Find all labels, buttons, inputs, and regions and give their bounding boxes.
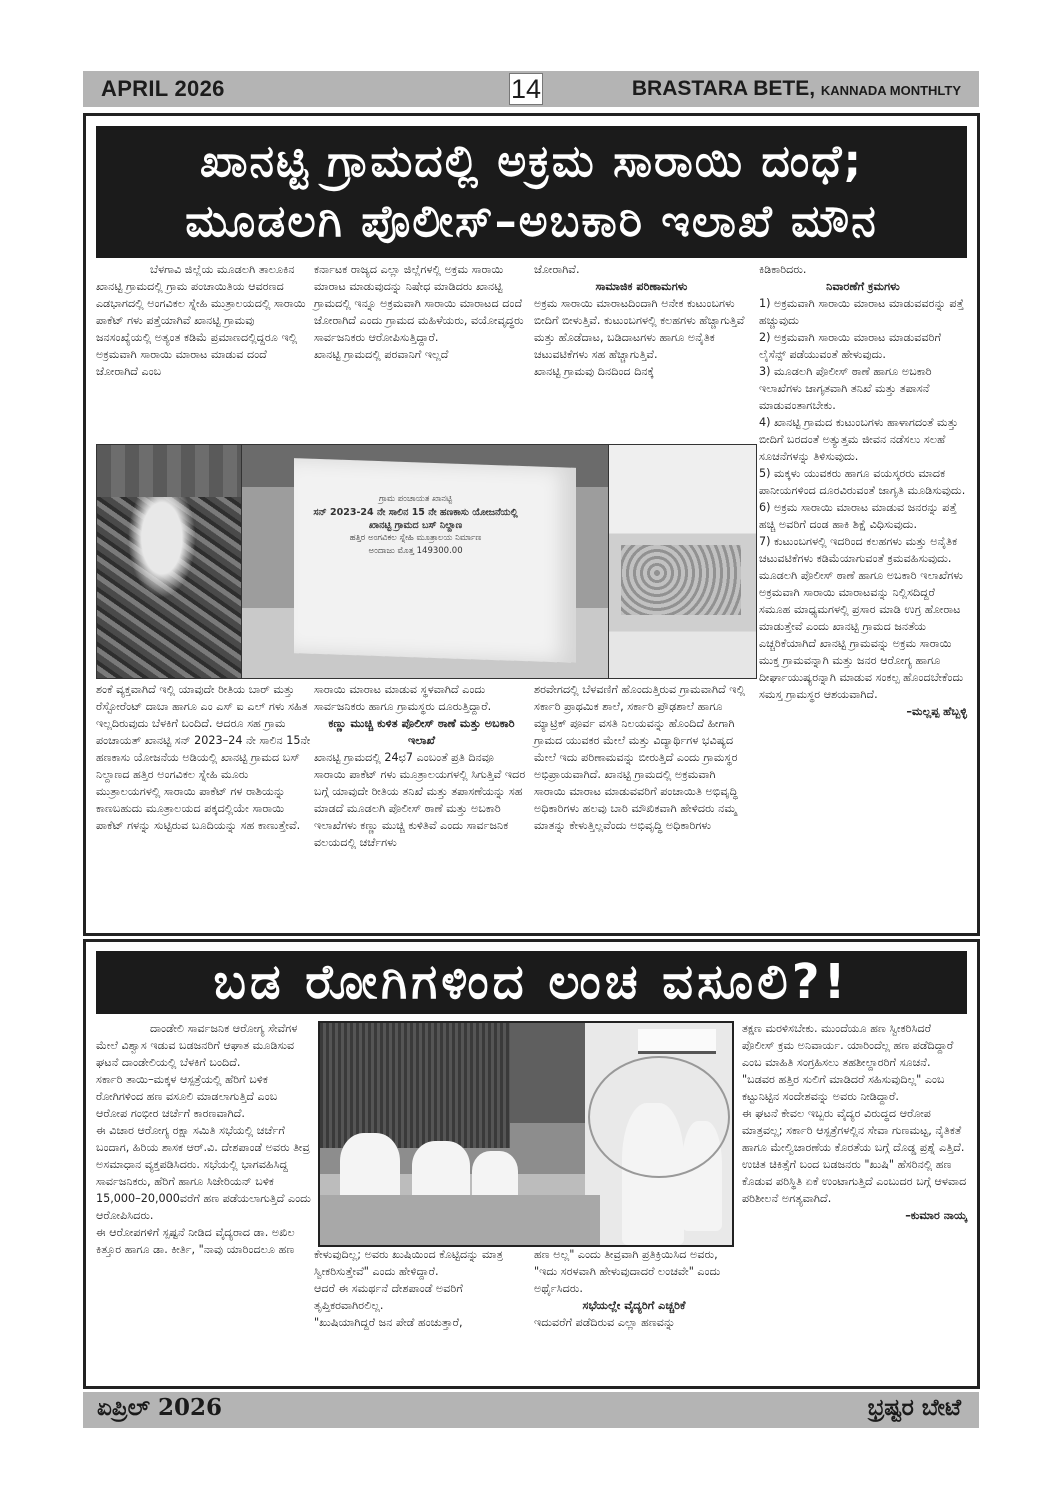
article-column-2-bottom bbox=[314, 681, 529, 851]
debris bbox=[621, 545, 741, 615]
paragraph: ಬೆಳಗಾವಿ ಜಿಲ್ಲೆಯ ಮೂಡಲಗಿ ತಾಲೂಕಿನ ಖಾನಟ್ಟಿ ಗ್ರಾಮದಲ್ಲಿ ಗ್ರಾಮ ಪಂಚಾಯಿತಿಯ ಆವರಣದ ಎಡಭಾಗದಲ್ಲಿ ಅಂಗವಿಕಲ ಸ್ನೇಹಿ ಮುತ್ರಾಲಯದಲ್ಲಿ ಸಾರಾಯಿ ಪಾಕೆಟ್ ಗಳು ಪತ್ತೆಯಾಗಿವೆ ಖಾನಟ್ಟಿ ಗ್ರಾಮವು ಜನಸಂಖ್ಯೆಯಲ್ಲಿ ಅತ್ಯಂತ ಕಡಿಮೆ ಪ್ರಮಾಣದಲ್ಲಿದ್ದರೂ ಇಲ್ಲಿ ಅಕ್ರಮವಾಗಿ ಸಾರಾಯಿ ಮಾರಾಟ ಮಾಡುವ ದಂದೆ ಜೋರಾಗಿದೆ ಎಂಬ bbox=[96, 263, 306, 378]
meeting-table bbox=[320, 1195, 600, 1245]
list-item: 4) ಖಾನಟ್ಟಿ ಗ್ರಾಮದ ಕುಟುಂಬಗಳು ಹಾಳಾಗದಂತೆ ಮತ್ತು ಬೀದಿಗೆ ಬರದಂತೆ ಅತ್ಯುತ್ತಮ ಜೀವನ ನಡೆಸಲು ಸಲಹೆ ಸೂಚನೆಗಳನ್ನು ತಿಳಿಸುವುದು. bbox=[759, 416, 959, 463]
paragraph: ಖಾನಟ್ಟಿ ಗ್ರಾಮವು ದಿನದಿಂದ ದಿನಕ್ಕೆ bbox=[534, 365, 655, 378]
paragraph: ಖಾನಟ್ಟಿ ಗ್ರಾಮದಲ್ಲಿ 24ಛ7 ಎಂಬಂತೆ ಪ್ರತಿ ದಿನವೂ ಸಾರಾಯಿ ಪಾಕೆಟ್ ಗಳು ಮೂತ್ರಾಲಯಗಳಲ್ಲಿ ಸಿಗುತ್ತಿವೆ ಇದರ ಬಗ್ಗೆ ಯಾವುದೇ ರೀತಿಯ ತನಿಖೆ ಮತ್ತು ತಪಾಸಣೆಯನ್ನು ಸಹ ಮಾಡದೆ ಮೂಡಲಗಿ ಪೊಲೀಸ್ ಠಾಣೆ ಮತ್ತು ಅಬಕಾರಿ ಇಲಾಖೆಗಳು ಕಣ್ಣು ಮುಚ್ಚಿ ಕುಳಿತಿವೆ ಎಂದು ಸಾರ್ವಜನಿಕ ವಲಯದಲ್ಲಿ ಚರ್ಚೆಗಳು bbox=[314, 751, 526, 849]
article-headline bbox=[96, 951, 967, 1014]
photo-toilet-interior bbox=[609, 445, 756, 678]
article-column-2 bbox=[314, 261, 524, 363]
paragraph: ತಕ್ಷಣ ಮರಳಿಸಬೇಕು. ಮುಂದೆಯೂ ಹಣ ಸ್ವೀಕರಿಸಿದರೆ ಪೊಲೀಸ್ ಕ್ರಮ ಅನಿವಾರ್ಯ. ಯಾರಿಂದೆಲ್ಲ ಹಣ ಪಡೆದಿದ್ದಾರೆ ಎಂಬ ಮಾಹಿತಿ ಸಂಗ್ರಹಿಸಲು ತಹಶೀಲ್ದಾರರಿಗೆ ಸೂಚನೆ. "ಬಡವರ ಹತ್ತಿರ ಸುಲಿಗೆ ಮಾಡಿದರೆ ಸಹಿಸುವುದಿಲ್ಲ" ಎಂಬ ಕಟ್ಟುನಿಟ್ಟಿನ ಸಂದೇಶವನ್ನು ಅವರು ನೀಡಿದ್ದಾರೆ. bbox=[742, 1022, 954, 1103]
list-item: 2) ಅಕ್ರಮವಾಗಿ ಸಾರಾಯಿ ಮಾರಾಟ ಮಾಡುವವರಿಗೆ ಲೈಸೆನ್ಸ್ ಪಡೆಯುವಂತೆ ಹೇಳುವುದು. bbox=[759, 331, 942, 361]
article-column-3 bbox=[534, 261, 749, 380]
article-bribe bbox=[83, 939, 980, 1389]
paragraph: ಕರ್ನಾಟಕ ರಾಜ್ಯದ ಎಲ್ಲಾ ಜಿಲ್ಲೆಗಳಲ್ಲಿ ಅಕ್ರಮ ಸಾರಾಯಿ ಮಾರಾಟ ಮಾಡುವುದನ್ನು ನಿಷೇಧ ಮಾಡಿದರು ಖಾನಟ್ಟಿ ಗ್ರಾಮದಲ್ಲಿ ಇನ್ನೂ ಅಕ್ರಮವಾಗಿ ಸಾರಾಯಿ ಮಾರಾಟದ ದಂದೆ ಜೋರಾಗಿದೆ ಎಂದು ಗ್ರಾಮದ ಮಹಿಳೆಯರು, ವಯೋವೃದ್ಧರು ಸಾರ್ವಜನಿಕರು ಆರೋಪಿಸುತ್ತಿದ್ದಾರೆ. bbox=[314, 263, 524, 344]
paragraph: ಇದುವರೆಗೆ ಪಡೆದಿರುವ ಎಲ್ಲಾ ಹಣವನ್ನು bbox=[534, 1316, 676, 1329]
headline-line: ಬಡ ರೋಗಿಗಳಿಂದ ಲಂಚ ವಸೂಲಿ?! bbox=[213, 954, 850, 1010]
subheading: ಕಣ್ಣು ಮುಚ್ಚಿ ಕುಳಿತ ಪೊಲೀಸ್ ಠಾಣೆ ಮತ್ತು ಅಬಕಾರಿ ಇಲಾಖೆ bbox=[328, 717, 515, 747]
paragraph: ಈ ಘಟನೆ ಕೇವಲ ಇಬ್ಬರು ವೈದ್ಯರ ವಿರುದ್ಧದ ಆರೋಪ ಮಾತ್ರವಲ್ಲ; ಸರ್ಕಾರಿ ಆಸ್ಪತ್ರೆಗಳಲ್ಲಿನ ಸೇವಾ ಗುಣಮಟ್ಟ, ನೈತಿಕತೆ ಹಾಗೂ ಮೇಲ್ವಿಚಾರಣೆಯ ಕೊರತೆಯ ಬಗ್ಗೆ ದೊಡ್ಡ ಪ್ರಶ್ನೆ ಎತ್ತಿದೆ. ಉಚಿತ ಚಿಕಿತ್ಸೆಗೆ ಬಂದ ಬಡಜನರು "ಖುಷಿ" ಹೆಸರಿನಲ್ಲಿ ಹಣ ಕೊಡುವ ಪರಿಸ್ಥಿತಿ ಏಕೆ ಉಂಟಾಗುತ್ತಿದೆ ಎಂಬುದರ ಬಗ್ಗೆ ಆಳವಾದ ಪರಿಶೀಲನೆ ಅಗತ್ಯವಾಗಿದೆ. bbox=[742, 1107, 967, 1205]
page-footer bbox=[83, 1392, 979, 1428]
person bbox=[340, 1133, 400, 1203]
paragraph: ಸಾರಾಯಿ ಮಾರಾಟ ಮಾಡುವ ಸ್ಥಳವಾಗಿದೆ ಎಂದು ಸಾರ್ವಜನಿಕರು ಹಾಗೂ ಗ್ರಾಮಸ್ಥರು ದೂರುತ್ತಿದ್ದಾರೆ. bbox=[314, 683, 492, 713]
paragraph: ಖಾನಟ್ಟಿ ಗ್ರಾಮದಲ್ಲಿ ಪರವಾನಿಗೆ ಇಲ್ಲದೆ bbox=[314, 348, 449, 361]
footer-date: ಏಪ್ರಿಲ್ 2026 bbox=[97, 1394, 222, 1421]
paragraph: ಜೋರಾಗಿವೆ. bbox=[534, 263, 580, 276]
article-column-1 bbox=[96, 1020, 311, 1258]
air-conditioner bbox=[638, 1029, 716, 1054]
sign-line: ಗ್ರಾಮ ಪಂಚಾಯತ ಖಾನಟ್ಟಿ bbox=[378, 494, 453, 504]
paragraph: ಹಣ ಅಲ್ಲ" ಎಂದು ತೀವ್ರವಾಗಿ ಪ್ರತಿಕ್ರಿಯಿಸಿದ ಅವರು, "ಇದು ಸರಳವಾಗಿ ಹೇಳುವುದಾದರೆ ಲಂಚವೇ" ಎಂದು ಅರ್ಥೈಸಿದರು. bbox=[534, 1248, 721, 1295]
article-column-3 bbox=[534, 1246, 734, 1331]
article-column-2 bbox=[314, 1246, 524, 1331]
person bbox=[472, 1151, 518, 1201]
paragraph: ಈ ವಿಚಾರ ಆರೋಗ್ಯ ರಕ್ಷಾ ಸಮಿತಿ ಸಭೆಯಲ್ಲಿ ಚರ್ಚೆಗೆ ಬಂದಾಗ, ಹಿರಿಯ ಶಾಸಕ ಆರ್.ವಿ. ದೇಶಪಾಂಡೆ ಅವರು ತೀವ್ರ ಅಸಮಾಧಾನ ವ್ಯಕ್ತಪಡಿಸಿದರು. ಸಭೆಯಲ್ಲಿ ಭಾಗವಹಿಸಿದ್ದ ಸಾರ್ವಜನಿಕರು, ಹೆರಿಗೆ ಹಾಗೂ ಸಿಜೇರಿಯನ್ ಬಳಿಕ 15,000–20,000ವರೆಗೆ ಹಣ ಪಡೆಯಲಾಗುತ್ತಿದೆ ಎಂದು ಆರೋಪಿಸಿದರು. bbox=[96, 1124, 311, 1222]
article-column-3-bottom bbox=[534, 681, 749, 834]
publication-title: BRASTARA BETE, bbox=[631, 77, 816, 100]
paragraph: ಈ ಆರೋಪಗಳಿಗೆ ಸ್ಪಷ್ಟನೆ ನೀಡಿದ ವೈದ್ಯರಾದ ಡಾ. ಅಖಿಲ ಕಿತ್ತೂರ ಹಾಗೂ ಡಾ. ಕೀರ್ತಿ, "ನಾವು ಯಾರಿಂದಲೂ ಹಣ bbox=[96, 1226, 295, 1256]
paragraph: ದಾಂಡೇಲಿ ಸಾರ್ವಜನಿಕ ಆರೋಗ್ಯ ಸೇವೆಗಳ ಮೇಲೆ ವಿಶ್ವಾಸ ಇಡುವ ಬಡಜನರಿಗೆ ಆಘಾತ ಮೂಡಿಸುವ ಘಟನೆ ದಾಂಡೇಲಿಯಲ್ಲಿ ಬೆಳಕಿಗೆ ಬಂದಿದೆ. bbox=[96, 1022, 298, 1069]
list-item: 3) ಮೂಡಲಗಿ ಪೊಲೀಸ್ ಠಾಣೆ ಹಾಗೂ ಅಬಕಾರಿ ಇಲಾಖೆಗಳು ಜಾಗೃತವಾಗಿ ತನಿಖೆ ಮತ್ತು ತಪಾಸನೆ ಮಾಡುವಂತಾಗಬೇಕು. bbox=[759, 365, 932, 412]
publication-name bbox=[632, 77, 961, 101]
issue-date: APRIL 2026 bbox=[101, 76, 225, 101]
article-column-4 bbox=[742, 1020, 967, 1224]
paragraph: ಕಿಡಿಕಾರಿದರು. bbox=[759, 263, 807, 276]
list-item: 1) ಅಕ್ರಮವಾಗಿ ಸಾರಾಯಿ ಮಾರಾಟ ಮಾಡುವವರನ್ನು ಪತ್ತೆ ಹಚ್ಚುವುದು bbox=[759, 297, 964, 327]
footer-publication: ಭ್ರಷ್ಟರ ಬೇಟೆ bbox=[867, 1394, 961, 1421]
subheading: ನಿವಾರಣೆಗೆ ಕ್ರಮಗಳು bbox=[826, 280, 900, 293]
paragraph: ಆದರೆ ಈ ಸಮರ್ಥನೆ ದೇಶಪಾಂಡೆ ಅವರಿಗೆ ತೃಪ್ತಿಕರವಾಗಿರಲಿಲ್ಲ. bbox=[314, 1282, 463, 1312]
article-column-1 bbox=[96, 261, 306, 380]
toilet-wall bbox=[294, 458, 576, 663]
sign-line: ಸನ್ 2023-24 ನೇ ಸಾಲಿನ 15 ನೇ ಹಣಕಾಸು ಯೋಜನೆಯಲ್ಲಿ ಖಾನಟ್ಟಿ ಗ್ರಾಮದ ಬಸ್ ನಿಲ್ದಾಣ bbox=[313, 507, 518, 531]
byline: –ಮಲ್ಲಪ್ಪ ಹೆಬ್ಬಳ್ಳಿ bbox=[906, 705, 967, 718]
list-item: 6) ಅಕ್ರಮ ಸಾರಾಯಿ ಮಾರಾಟ ಮಾಡುವ ಜನರನ್ನು ಪತ್ತೆ ಹಚ್ಚಿ ಅವರಿಗೆ ದಂಡ ಹಾಕಿ ಶಿಕ್ಷೆ ವಿಧಿಸುವುದು. bbox=[759, 501, 957, 531]
photo-toilet-sign bbox=[242, 445, 610, 678]
byline: –ಕುಮಾರ ನಾಯ್ಕ bbox=[905, 1209, 967, 1222]
paragraph: ಸರ್ಕಾರಿ ತಾಯಿ–ಮಕ್ಕಳ ಆಸ್ಪತ್ರೆಯಲ್ಲಿ ಹೆರಿಗೆ ಬಳಿಕ ರೋಗಿಗಳಿಂದ ಹಣ ವಸೂಲಿ ಮಾಡಲಾಗುತ್ತಿದೆ ಎಂಬ ಆರೋಪ ಗಂಭೀರ ಚರ್ಚೆಗೆ ಕಾರಣವಾಗಿದೆ. bbox=[96, 1073, 278, 1120]
highlight-circle bbox=[588, 1056, 730, 1178]
article-liquor bbox=[83, 113, 980, 936]
paragraph: ಶರವೇಗದಲ್ಲಿ ಬೆಳವಣಿಗೆ ಹೊಂದುತ್ತಿರುವ ಗ್ರಾಮವಾಗಿದೆ ಇಲ್ಲಿ ಸರ್ಕಾರಿ ಪ್ರಾಥಮಿಕ ಶಾಲೆ, ಸರ್ಕಾರಿ ಪ್ರೌಢಶಾಲೆ ಹಾಗೂ ಮ್ಯಾಟ್ರಿಕ್ ಪೂರ್ವ ವಸತಿ ನಿಲಯವನ್ನು ಹೊಂದಿದೆ ಹೀಗಾಗಿ ಗ್ರಾಮದ ಯುವಕರ ಮೇಲೆ ಮತ್ತು ವಿದ್ಯಾರ್ಥಿಗಳ ಭವಿಷ್ಯದ ಮೇಲೆ ಇದು ಪರಿಣಾಮವನ್ನು ಬೀರುತ್ತಿದೆ ಎಂದು ಗ್ರಾಮಸ್ಥರ ಅಭಿಪ್ರಾಯವಾಗಿದೆ. ಖಾನಟ್ಟಿ ಗ್ರಾಮದಲ್ಲಿ ಅಕ್ರಮವಾಗಿ ಸಾರಾಯಿ ಮಾರಾಟ ಮಾಡುವವರಿಗೆ ಪಂಚಾಯಿತಿ ಅಭಿವೃದ್ಧಿ ಅಧಿಕಾರಿಗಳು ಹಲವು ಬಾರಿ ಮೌಖಿಕವಾಗಿ ಹೇಳಿದರು ನಮ್ಮ ಮಾತನ್ನು ಕೇಳುತ್ತಿಲ್ಲವೆಂದು ಅಭಿವೃದ್ಧಿ ಅಧಿಕಾರಿಗಳು bbox=[534, 683, 746, 832]
paragraph: "ಖುಷಿಯಾಗಿದ್ದರೆ ಜನ ಪೇಡೆ ಹಂಚುತ್ತಾರೆ, bbox=[314, 1316, 463, 1329]
photo-liquor-packets bbox=[97, 445, 242, 678]
paragraph: ಶಂಕೆ ವ್ಯಕ್ತವಾಗಿದೆ ಇಲ್ಲಿ ಯಾವುದೇ ರೀತಿಯ ಬಾರ್ ಮತ್ತು ರೆಸ್ಟೋರೆಂಟ್ ದಾಬಾ ಹಾಗೂ ಎಂ ಎಸ್ ಐ ಎಲ್ ಗಳು ಸಹಿತ ಇಲ್ಲದಿರುವುದು ಬೆಳಕಿಗೆ ಬಂದಿದೆ. ಆದರೂ ಸಹ ಗ್ರಾಮ ಪಂಚಾಯತ್ ಖಾನಟ್ಟಿ ಸನ್ 2023–24 ನೇ ಸಾಲಿನ 15ನೇ ಹಣಕಾಸು ಯೋಜನೆಯ ಅಡಿಯಲ್ಲಿ ಖಾನಟ್ಟಿ ಗ್ರಾಮದ ಬಸ್ ನಿಲ್ದಾಣದ ಹತ್ತಿರ ಅಂಗವಿಕಲ ಸ್ನೇಹಿ ಮೂರು ಮುತ್ರಾಲಯಗಳಲ್ಲಿ ಸಾರಾಯಿ ಪಾಕೆಟ್ ಗಳ ರಾಶಿಯನ್ನು ಕಾಣಬಹುದು ಮೂತ್ರಾಲಯದ ಪಕ್ಕದಲ್ಲಿಯೇ ಸಾರಾಯಿ ಪಾಕೆಟ್ ಗಳನ್ನು ಸುಟ್ಟಿರುವ ಬೂದಿಯನ್ನು ಸಹ ಕಾಣುತ್ತೇವೆ. bbox=[96, 683, 311, 832]
page-header bbox=[83, 71, 979, 107]
page-number: 14 bbox=[510, 74, 542, 104]
headline-line-2: ಮೂಡಲಗಿ ಪೊಲೀಸ್–ಅಬಕಾರಿ ಇಲಾಖೆ ಮೌನ bbox=[185, 196, 878, 247]
wall-panel bbox=[320, 1023, 510, 1148]
paragraph: ಕೇಳುವುದಿಲ್ಲ; ಅವರು ಖುಷಿಯಿಂದ ಕೊಟ್ಟಿದನ್ನು ಮಾತ್ರ ಸ್ವೀಕರಿಸುತ್ತೇವೆ" ಎಂದು ಹೇಳಿದ್ದಾರೆ. bbox=[314, 1248, 504, 1278]
signboard-text bbox=[306, 493, 526, 558]
paragraph: ಮೂಡಲಗಿ ಪೊಲೀಸ್ ಠಾಣೆ ಹಾಗೂ ಅಬಕಾರಿ ಇಲಾಖೆಗಳು ಅಕ್ರಮವಾಗಿ ಸಾರಾಯಿ ಮಾರಾಟವನ್ನು ನಿಲ್ಲಿಸದಿದ್ದರೆ ಸಮೂಹ ಮಾಧ್ಯಮಗಳಲ್ಲಿ ಪ್ರಸಾರ ಮಾಡಿ ಉಗ್ರ ಹೋರಾಟ ಮಾಡುತ್ತೇವೆ ಎಂದು ಖಾನಟ್ಟಿ ಗ್ರಾಮದ ಜನತೆಯ ಎಚ್ಚರಿಕೆಯಾಗಿದೆ ಖಾನಟ್ಟಿ ಗ್ರಾಮವನ್ನು ಅಕ್ರಮ ಸಾರಾಯಿ ಮುಕ್ತ ಗ್ರಾಮವನ್ನಾಗಿ ಮತ್ತು ಜನರ ಆರೋಗ್ಯ ಹಾಗೂ ದೀರ್ಘಾಯುಷ್ಯರನ್ನಾಗಿ ಮಾಡುವ ಸಂಕಲ್ಪ ಹೊಂದಬೇಕೆಂದು ಸಮಸ್ತ ಗ್ರಾಮಸ್ಥರ ಆಶಯವಾಗಿದೆ. bbox=[759, 569, 964, 701]
paragraph: ಅಕ್ರಮ ಸಾರಾಯಿ ಮಾರಾಟದಿಂದಾಗಿ ಅನೇಕ ಕುಟುಂಬಗಳು ಬೀದಿಗೆ ಬೀಳುತ್ತಿವೆ. ಕುಟುಂಬಗಳಲ್ಲಿ ಕಲಹಗಳು ಹೆಚ್ಚಾಗುತ್ತಿವೆ ಮತ್ತು ಹೊಡೆದಾಟ, ಬಡಿದಾಟಗಳು ಹಾಗೂ ಅನೈತಿಕ ಚಟುವಟಿಕೆಗಳು ಸಹ ಹೆಚ್ಚಾಗುತ್ತಿವೆ. bbox=[534, 297, 745, 361]
publication-subtitle: KANNADA MONTHLTY bbox=[820, 83, 961, 98]
article-headline bbox=[96, 126, 967, 258]
subheading: ಸಭೆಯಲ್ಲೇ ವೈದ್ಯರಿಗೆ ಎಚ್ಚರಿಕೆ bbox=[582, 1299, 686, 1312]
article-column-1-bottom bbox=[96, 681, 311, 834]
list-item: 7) ಕುಟುಂಬಗಳಲ್ಲಿ ಇದರಿಂದ ಕಲಹಗಳು ಮತ್ತು ಅನೈತಿಕ ಚಟುವಟಿಕೆಗಳು ಕಡಿಮೆಯಾಗುವಂತೆ ಕ್ರಮವಹಿಸುವುದು. bbox=[759, 535, 958, 565]
list-item: 5) ಮಕ್ಕಳು ಯುವಕರು ಹಾಗೂ ವಯಸ್ಕರರು ಮಾದಕ ಪಾನೀಯಗಳಿಂದ ದೂರವಿರುವಂತೆ ಜಾಗೃತಿ ಮೂಡಿಸುವುದು. bbox=[759, 467, 966, 497]
sign-line: ಅಂದಾಜು ಮೊತ್ತ 149300.00 bbox=[368, 546, 463, 556]
headline-line-1: ಖಾನಟ್ಟಿ ಗ್ರಾಮದಲ್ಲಿ ಅಕ್ರಮ ಸಾರಾಯಿ ದಂಧೆ; bbox=[199, 136, 864, 187]
article-column-4 bbox=[759, 261, 967, 720]
subheading: ಸಾಮಾಜಿಕ ಪರಿಣಾಮಗಳು bbox=[595, 280, 688, 293]
photo-meeting bbox=[318, 1021, 734, 1247]
person bbox=[412, 1141, 470, 1203]
photo-strip bbox=[96, 444, 757, 679]
sign-line: ಹತ್ತಿರ ಅಂಗವಿಕಲ ಸ್ನೇಹಿ ಮೂತ್ರಾಲಯ ನಿರ್ಮಾಣ bbox=[349, 533, 482, 543]
